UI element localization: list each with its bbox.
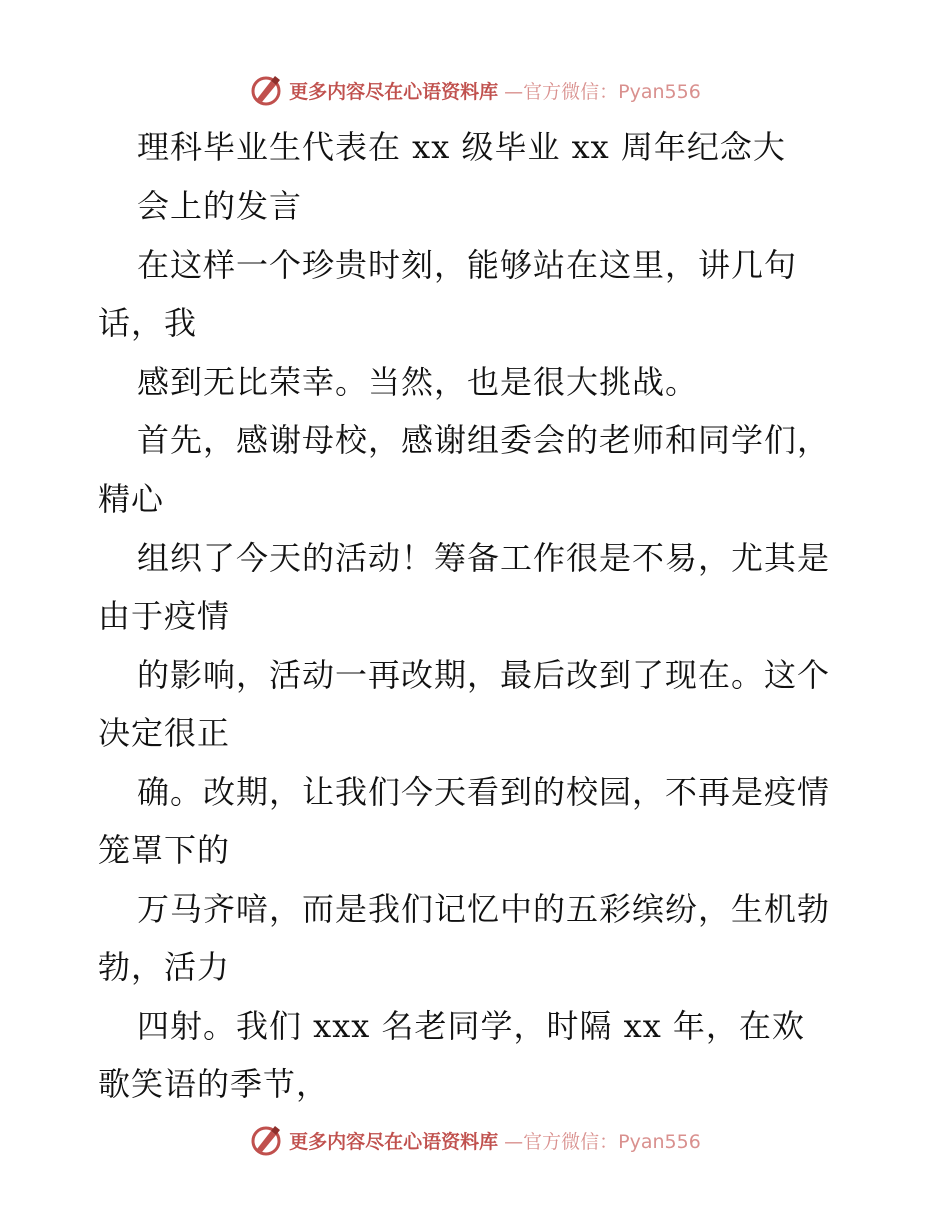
paragraph-line: 勃，活力 (98, 948, 231, 986)
paragraph-line: 首先，感谢母校，感谢组委会的老师和同学们， (137, 421, 831, 459)
paragraph-line: 笼罩下的 (98, 831, 231, 869)
paragraph-line: 的影响，活动一再改期，最后改到了现在。这个 (137, 656, 831, 694)
paragraph-line: 决定很正 (98, 714, 231, 752)
pen-circle-logo-icon (249, 73, 283, 107)
paragraph-line: 万马齐喑，而是我们记忆中的五彩缤纷，生机勃 (137, 890, 831, 928)
paragraph-line: 在这样一个珍贵时刻，能够站在这里，讲几句 (137, 246, 798, 284)
paragraph-line: 四射。我们 xxx 名老同学，时隔 xx 年，在欢 (137, 1007, 805, 1045)
paragraph-line: 歌笑语的季节， (98, 1065, 330, 1103)
paragraph-line: 由于疫情 (98, 597, 231, 635)
title-line-2: 会上的发言 (137, 187, 303, 225)
header-banner (0, 70, 950, 110)
paragraph-line: 组织了今天的活动！筹备工作很是不易，尤其是 (137, 539, 831, 577)
title-line-1: 理科毕业生代表在 xx 级毕业 xx 周年纪念大 (137, 128, 786, 166)
header-banner-main-text: 更多内容尽在心语资料库 (289, 80, 499, 103)
paragraph-line: 确。改期，让我们今天看到的校园，不再是疫情 (137, 773, 831, 811)
footer-banner-sub-text: —官方微信：Pyan556 (504, 1130, 701, 1153)
pen-circle-logo-icon (249, 1123, 283, 1157)
footer-banner (0, 1120, 950, 1160)
paragraph-line: 精心 (98, 480, 165, 518)
paragraph-line: 感到无比荣幸。当然，也是很大挑战。 (137, 363, 699, 401)
footer-banner-main-text: 更多内容尽在心语资料库 (289, 1130, 499, 1153)
paragraph-line: 话，我 (98, 304, 198, 342)
header-banner-sub-text: —官方微信：Pyan556 (504, 80, 701, 103)
